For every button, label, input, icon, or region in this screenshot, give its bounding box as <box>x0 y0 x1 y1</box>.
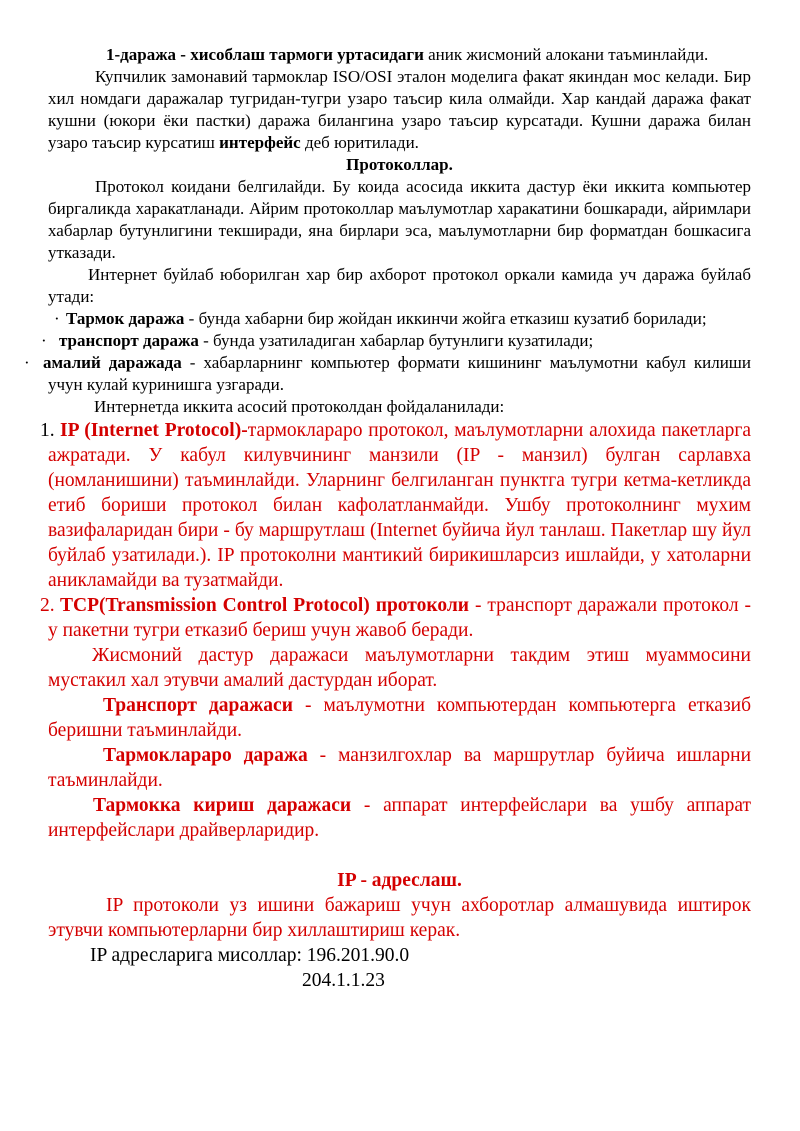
paragraph-internetwork-level <box>48 743 751 793</box>
item-text: тармоклараро протокол, маълумотларни алохида пакетларга ажратади. У кабул килувчининг манзили (IP - манзил) булган сарлавха (номланишини) таъминлайди. Уларнинг белгиланган пунктга тугри кетма-кетликда етиб бориши протокол билан кафолатланмайди. Ушбу протоколнинг мухим вазифаларидан бири - бу маршрутлаш (Internet буйича йул танлаш. Пакетлар шу йул буйлаб узатилади.). IP протоколни мантикий бирикишларсиз ишлайди, у хатоларни аникламайди ва тузатмайди. <box>48 420 751 591</box>
bold-term: транспорт даража <box>59 331 199 350</box>
bullet-text: - хабарларнинг компьютер формати кишининг маълумотни кабул килиши учун кулай куринишга узгаради. <box>48 353 751 394</box>
paragraph-network-access-level <box>48 793 751 843</box>
bullet-text: - бунда хабарни бир жойдан иккинчи жойга етказиш кузатиб борилади; <box>184 309 707 328</box>
bold-term: Тармокка кириш даражаси <box>93 795 352 816</box>
ip-examples-label: IP адресларига мисоллар: <box>90 945 307 966</box>
bullet-dot: · <box>54 309 60 328</box>
paragraph-ip-protocol: IP протоколи уз ишини бажариш учун ахборотлар алмашувида иштирок этувчи компьютерларни бир хиллаштириш керак. <box>48 895 751 941</box>
bold-term: Тармоклараро даража <box>103 745 308 766</box>
bullet-dot: · <box>24 353 30 372</box>
bold-term: TCP(Transmission Control Protocol) протоколи <box>60 595 470 616</box>
bullet-dot: · <box>41 331 47 350</box>
ip-examples-line <box>48 943 751 968</box>
document-page <box>24 44 752 993</box>
item-number: 1. <box>40 420 55 441</box>
numbered-item-tcp <box>40 593 751 643</box>
paragraph-text: аник жисмоний алокани таъминлайди. <box>423 45 709 64</box>
bold-term-interface: интерфейс <box>219 133 301 152</box>
paragraph-physical-program: Жисмоний дастур даражаси маълумотларни такдим этиш муаммосини мустакил хал этувчи амалий дастурдан иборат. <box>48 645 751 691</box>
bold-term: Тармок даража <box>66 309 185 328</box>
paragraph-protocol-definition: Протокол коидани белгилайди. Бу коида асосида иккита дастур ёки иккита компьютер биргаликда харакатланади. Айрим протоколлар маълумотлар харакатини бошкаради, айримлари хабарлар бутунлигини текширади, яна бирлари эса, маълумотларни бир форматдан бошкасига утказади. <box>48 177 751 262</box>
bold-term: амалий даражада <box>43 353 182 372</box>
paragraph-text: - маълумотни компьютердан компьютерга етказиб беришни таъминлайди. <box>48 695 752 741</box>
paragraph-two-protocols: Интернетда иккита асосий протоколдан фойдаланилади: <box>94 397 505 416</box>
paragraph-text: - манзилгохлар ва маршрутлар буйича ишларни таъминлайди. <box>48 745 751 791</box>
heading-protocols: Протоколлар. <box>346 155 453 174</box>
numbered-item-ip <box>40 418 751 593</box>
bold-term: IP (Internet Protocol)- <box>60 420 248 441</box>
heading-ip-addressing: IP - адреслаш. <box>337 870 462 891</box>
item-number: 2. <box>40 595 55 616</box>
bullet-item-application <box>24 352 751 396</box>
paragraph-text: Купчилик замонавий тармоклар ISO/OSI эталон моделига факат якиндан мос келади. Бир хил номдаги даражалар тугридан-тугри узаро таъсир кила олмайди. Хар кандай даража факат кушни (юкори ёки пастки) даража билангина узаро таъсир курсатади. Кушни даража билан узаро таъсир курсатиш <box>48 67 751 152</box>
bullet-item-transport <box>41 330 751 352</box>
ip-example-2-line <box>48 968 751 993</box>
bold-phrase: 1-даража - хисоблаш тармоги уртасидаги <box>106 45 424 64</box>
bullet-text: - бунда узатиладиган хабарлар бутунлиги кузатилади; <box>198 331 594 350</box>
bullet-item-network <box>48 308 751 330</box>
bold-term: Транспорт даражаси <box>103 695 293 716</box>
paragraph-internet-levels: Интернет буйлаб юборилган хар бир ахборот протокол оркали камида уч даража буйлаб утади: <box>48 265 751 306</box>
paragraph-level1 <box>48 44 751 66</box>
paragraph-text: деб юритилади. <box>300 133 419 152</box>
paragraph-text: - аппарат интерфейслари ва ушбу аппарат интерфейслари драйверларидир. <box>48 795 751 841</box>
item-text: - транспорт даражали протокол - у пакетни тугри етказиб бериш учун жавоб беради. <box>48 595 751 641</box>
paragraph-iso-osi <box>48 66 751 154</box>
ip-example-2: 204.1.1.23 <box>302 970 385 991</box>
paragraph-transport-level <box>48 693 751 743</box>
ip-example-1: 196.201.90.0 <box>306 945 410 966</box>
